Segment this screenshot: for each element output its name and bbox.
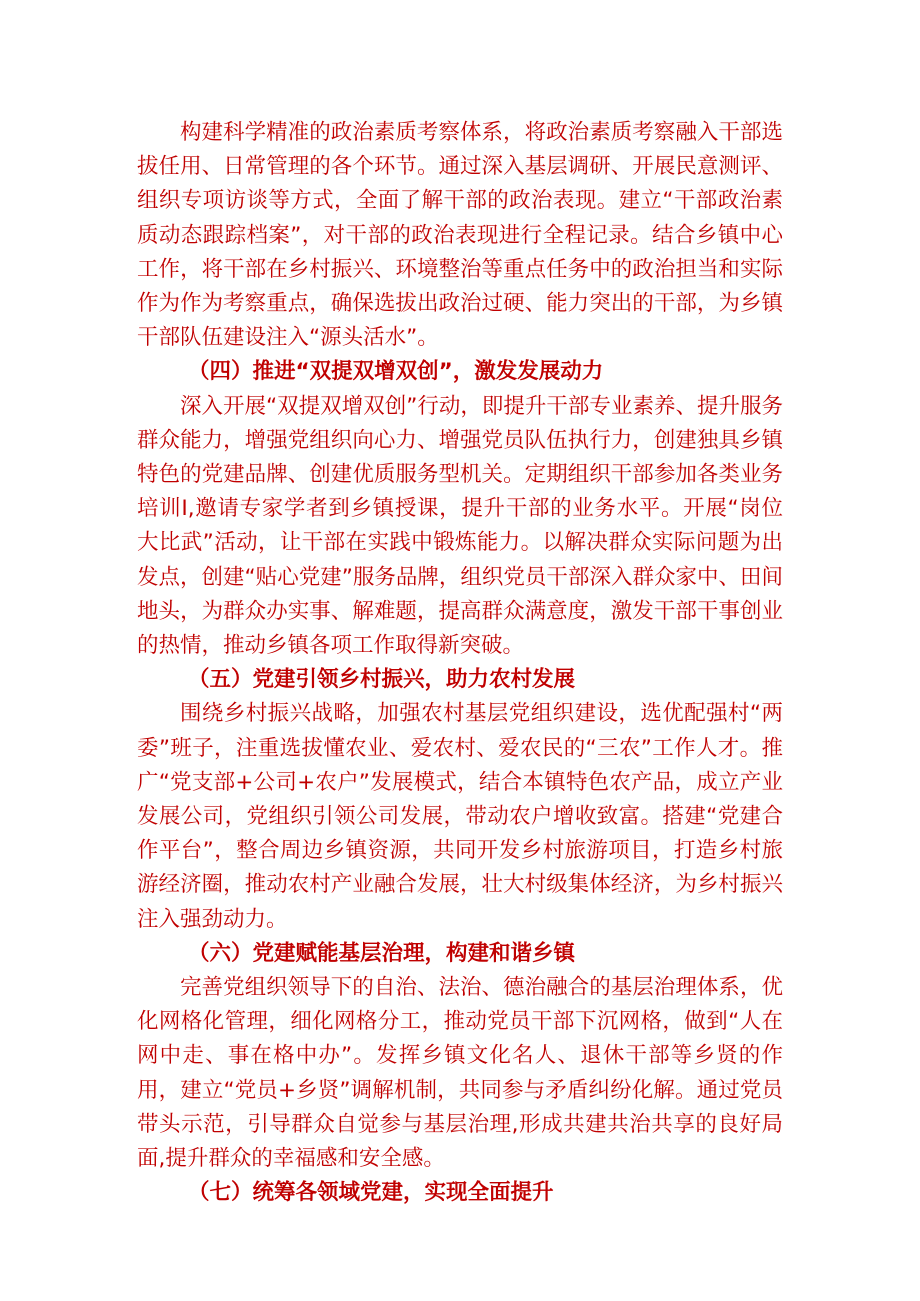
section-heading: （四）推进“双提双增双创”，激发发展动力 [188, 359, 604, 385]
document-page [137, 116, 783, 1211]
body-paragraph: 构建科学精准的政治素质考察体系，将政治素质考察融入干部选拔任用、日常管理的各个环节。通过深入基层调研、开展民意测评、组织专项访谈等方式，全面了解干部的政治表现。建立“干部政治素质动态跟踪档案”，对干部的政治表现进行全程记录。结合乡镇中心工作，将干部在乡村振兴、环境整治等重点任务中的政治担当和实际作为作为考察重点，确保选拔出政治过硬、能力突出的干部，为乡镇干部队伍建设注入“源头活水”。 [137, 120, 783, 351]
body-paragraph: 深入开展“双提双增双创”行动，即提升干部专业素养、提升服务群众能力，增强党组织向心力、增强党员队伍执行力，创建独具乡镇特色的党建品牌、创建优质服务型机关。定期组织干部参加各类业务培训I,邀请专家学者到乡镇授课，提升干部的业务水平。开展“岗位大比武”活动，让干部在实践中锻炼能力。以解决群众实际问题为出发点，创建“贴心党建”服务品牌，组织党员干部深入群众家中、田间地头，为群众办实事、解难题，提高群众满意度，激发干部干事创业的热情，推动乡镇各项工作取得新突破。 [137, 393, 783, 659]
body-paragraph: 完善党组织领导下的自治、法治、德治融合的基层治理体系，优化网格化管理，细化网格分工，推动党员干部下沉网格，做到“人在网中走、事在格中办”。发挥乡镇文化名人、退休干部等乡贤的作用，建立“党员+乡贤”调解机制，共同参与矛盾纠纷化解。通过党员带头示范，引导群众自觉参与基层治理,形成共建共治共享的良好局面,提升群众的幸福感和安全感。 [137, 975, 783, 1172]
section-heading: （七）统筹各领域党建，实现全面提升 [188, 1180, 554, 1206]
section-heading: （六）党建赋能基层治理，构建和谐乡镇 [188, 940, 576, 966]
section-heading: （五）党建引领乡村振兴，助力农村发展 [188, 667, 576, 693]
body-paragraph: 围绕乡村振兴战略，加强农村基层党组织建设，选优配强村“两委”班子，注重选拔懂农业、爱农村、爱农民的“三农”工作人才。推广“党支部+公司+农户”发展模式，结合本镇特色农产品，成立产业发展公司，党组织引领公司发展，带动农户增收致富。搭建“党建合作平台”，整合周边乡镇资源，共同开发乡村旅游项目，打造乡村旅游经济圈，推动农村产业融合发展，壮大村级集体经济，为乡村振兴注入强劲动力。 [137, 701, 783, 932]
